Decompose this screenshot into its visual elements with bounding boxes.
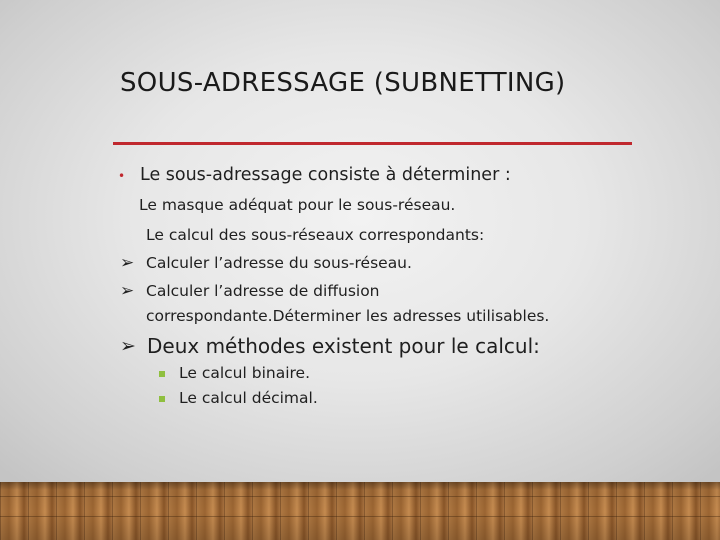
bullet-line: Le sous-adressage consiste à déterminer : [140, 165, 511, 185]
bullet-line: Le calcul décimal. [179, 389, 318, 407]
arrow-bullet-icon: ➢ [120, 281, 135, 301]
slide-title: SOUS-ADRESSAGE (SUBNETTING) [120, 68, 566, 98]
bullet-line: Calculer l’adresse de diffusion [146, 282, 380, 300]
bullet-line: Le calcul des sous-réseaux correspondants: [146, 226, 485, 244]
floor-seam [0, 496, 720, 497]
bullet-line: correspondante.Déterminer les adresses utilisables. [146, 307, 550, 325]
bullet-line: Le masque adéquat pour le sous-réseau. [139, 196, 456, 214]
square-bullet-icon [159, 396, 165, 402]
bullet-line: Deux méthodes existent pour le calcul: [147, 334, 540, 358]
floor-seam [0, 516, 720, 517]
arrow-bullet-icon: ➢ [120, 253, 135, 273]
bullet-line: Le calcul binaire. [179, 364, 311, 382]
wood-floor [0, 482, 720, 540]
arrow-bullet-icon: ➢ [120, 335, 136, 357]
bullet-line: Calculer l’adresse du sous-réseau. [146, 254, 412, 272]
bullet-dot-icon: • [118, 169, 126, 183]
square-bullet-icon [159, 371, 165, 377]
